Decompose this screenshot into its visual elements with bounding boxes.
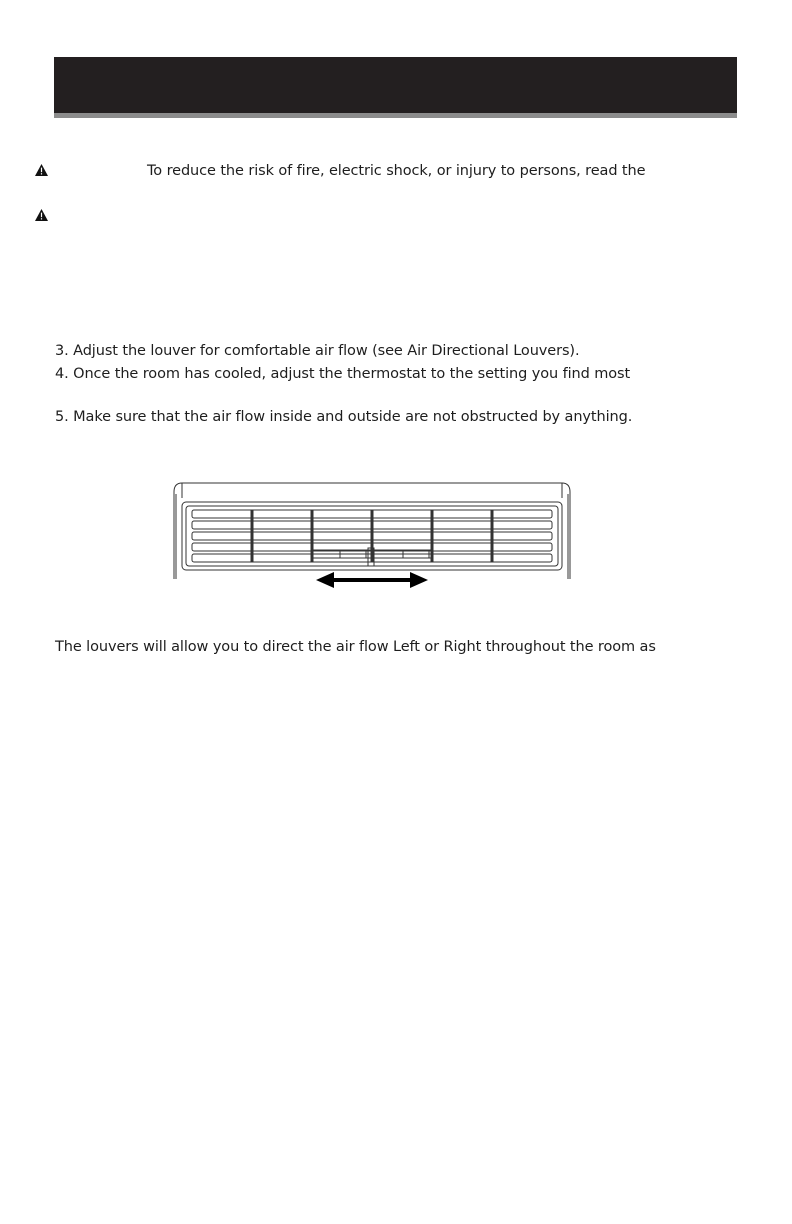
section-header-band bbox=[54, 57, 737, 118]
step-5-text: 5. Make sure that the air flow inside and outside are not obstructed by anything. bbox=[55, 409, 633, 425]
louvers-description: The louvers will allow you to direct the air flow Left or Right throughout the room as bbox=[55, 639, 656, 655]
warning-text-1: To reduce the risk of fire, electric shock, or injury to persons, read the bbox=[147, 163, 646, 179]
step-3-text: 3. Adjust the louver for comfortable air flow (see Air Directional Louvers). bbox=[55, 343, 580, 359]
air-directional-louvers-illustration bbox=[170, 480, 574, 592]
warning-triangle-icon bbox=[35, 209, 48, 221]
step-4-text: 4. Once the room has cooled, adjust the thermostat to the setting you find most bbox=[55, 366, 631, 382]
warning-triangle-icon bbox=[35, 164, 48, 176]
